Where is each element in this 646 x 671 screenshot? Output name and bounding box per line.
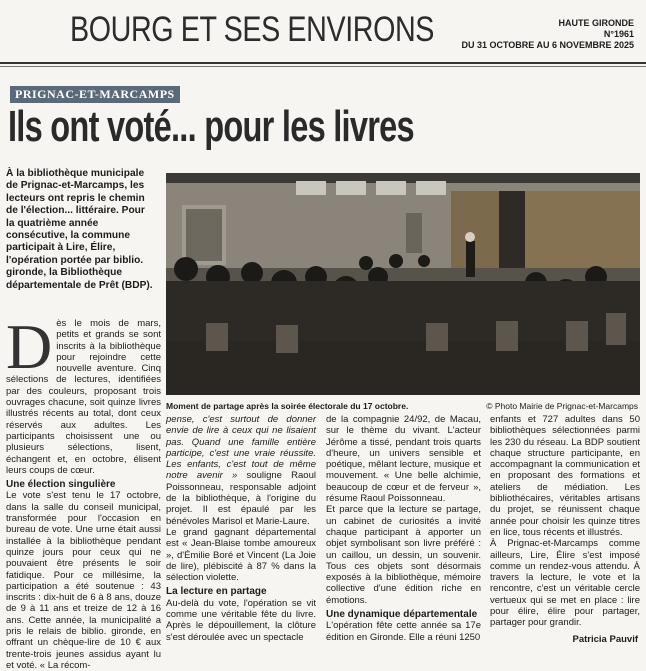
- article-headline: Ils ont voté... pour les livres: [8, 102, 414, 151]
- article-column-2: [166, 414, 316, 643]
- drop-cap: D: [6, 311, 53, 382]
- location-tag: PRIGNAC-ET-MARCAMPS: [10, 86, 180, 103]
- subhead-sharing: La lecture en partage: [166, 586, 267, 598]
- edition-info: [461, 18, 634, 51]
- issue-number: N°1961: [603, 29, 634, 39]
- column-4-paragraph-2: À Prignac-et-Marcamps comme ailleurs, Lire, Élire s'est imposé comme un rendez-vous attendu. À travers la lecture, le vote et la rencontre, c'est un véritable cercle vertueux qui se met en place : lire pour élire, élire pour partager, partager pour grandir.: [490, 538, 640, 629]
- article-column-3: [326, 414, 481, 643]
- article-column-4: [490, 414, 640, 629]
- photo-illustration: [166, 173, 640, 395]
- column-2-paragraph-1: [166, 414, 316, 527]
- newspaper-name: HAUTE GIRONDE: [558, 18, 634, 28]
- photo-credit: © Photo Mairie de Prignac-et-Marcamps: [486, 401, 638, 411]
- issue-dates: DU 31 OCTOBRE AU 6 NOVEMBRE 2025: [461, 40, 634, 50]
- header-rule: [0, 62, 646, 64]
- column-1-body: Le vote s'est tenu le 17 octobre, dans la salle du conseil municipal, transformée pour l'occasion en bureau de vote. Une urne était aussi installée à la bibliothèque pendant quinze jours pour ceux qui ne pouvaient être présents le soir fatidique. Pour ce millésime, la participation a été soutenue : 43 inscrits : dix-huit de 6 à 8 ans, douze de 9 à 11 ans et treize de 12 à 16 ans. Cette année, la municipalité a pris le relais de biblio. gironde, en offrant un chèque-lire de 10 € aux trente-trois jeunes assidus ayant lu et voté. « La récom-: [6, 490, 161, 671]
- subhead-election: Une élection singulière: [6, 479, 116, 491]
- photo-caption: Moment de partage après la soirée électorale du 17 octobre.: [166, 401, 409, 411]
- section-heading: BOURG ET SES ENVIRONS: [70, 10, 435, 49]
- article-column-1: [6, 311, 161, 671]
- subhead-departmental: Une dynamique départementale: [326, 609, 478, 621]
- column-2-paragraph-3: Au-delà du vote, l'opération se vit comme une véritable fête du livre. Après le dépouillement, la clôture s'est déroulée avec un spectacle: [166, 597, 316, 643]
- quote-attribution: souligne Raoul Poissonneau, responsable adjoint de la bibliothèque, à l'origine du projet. Il est épaulé par les bénévoles Marisol et Marie-Laure.: [166, 470, 316, 527]
- article-photo: [166, 173, 640, 395]
- column-1-intro: ès le mois de mars, petits et grands se sont inscrits à la bibliothèque pour rejoindre cette nouvelle aventure. Cinq sélections de lectures, identifiées par des couleurs, proposant trois ouvrages chacune, soit quinze livres illustrés récents au total, dont ceux réservés aux adultes. Les participants choisissent une ou plusieurs sélections, lisent, échangent et, en octobre, élisent leurs coups de cœur.: [6, 318, 161, 476]
- author-signature: Patricia Pauvif: [572, 634, 638, 645]
- column-3-paragraph-2: Et parce que la lecture se partage, un cabinet de curiosités a invité chaque participant à apporter un objet symbolisant son livre préféré : un caillou, un dessin, un souvenir. Tous ces objets sont désormais exposés à la bibliothèque, mémoire collective d'une édition riche en émotions.: [326, 504, 481, 606]
- column-2-paragraph-2: Le grand gagnant départemental est « Jean-Blaise tombe amoureux », d'Émilie Boré et Vincent (La Joie de lire), plébiscité à 87 % dans la sélection violette.: [166, 526, 316, 584]
- column-4-paragraph-1: enfants et 727 adultes dans 50 bibliothèques sélectionnées parmi les 230 du réseau. La BDP soutient chaque structure participante, en accompagnant la communication et en proposant des formations et ateliers de médiation. Les bibliothécaires, véritables artisans du projet, se réunissent chaque année pour choisir les quinze titres en lice, tous récents et illustrés.: [490, 414, 640, 538]
- quote: pense, c'est surtout de donner envie de lire à ceux qui ne lisaient pas. Quand une famille entière participe, c'est une vraie réussite. Les enfants, c'est tout de même notre avenir »: [166, 414, 316, 482]
- header-rule-thin: [0, 66, 646, 67]
- column-3-paragraph-3: L'opération fête cette année sa 17e édition en Gironde. Elle a réuni 1250: [326, 620, 481, 643]
- column-3-paragraph-1: de la compagnie 24/92, de Macau, sur le thème du vivant. L'acteur Jérôme a tissé, pendant trois quarts d'heure, un univers sensible et poétique, mêlant lecture, musique et mouvement. « Une belle alchimie, beaucoup de cœur et de ferveur », résume Raoul Poissonneau.: [326, 414, 481, 505]
- article-lead: À la bibliothèque municipale de Prignac-et-Marcamps, les lecteurs ont repris le chemin de l'élection... littéraire. Pour la quatrième année consécutive, la commune participait à Lire, Élire, l'opération portée par biblio. gironde, la Bibliothèque départementale de Prêt (BDP).: [6, 168, 153, 291]
